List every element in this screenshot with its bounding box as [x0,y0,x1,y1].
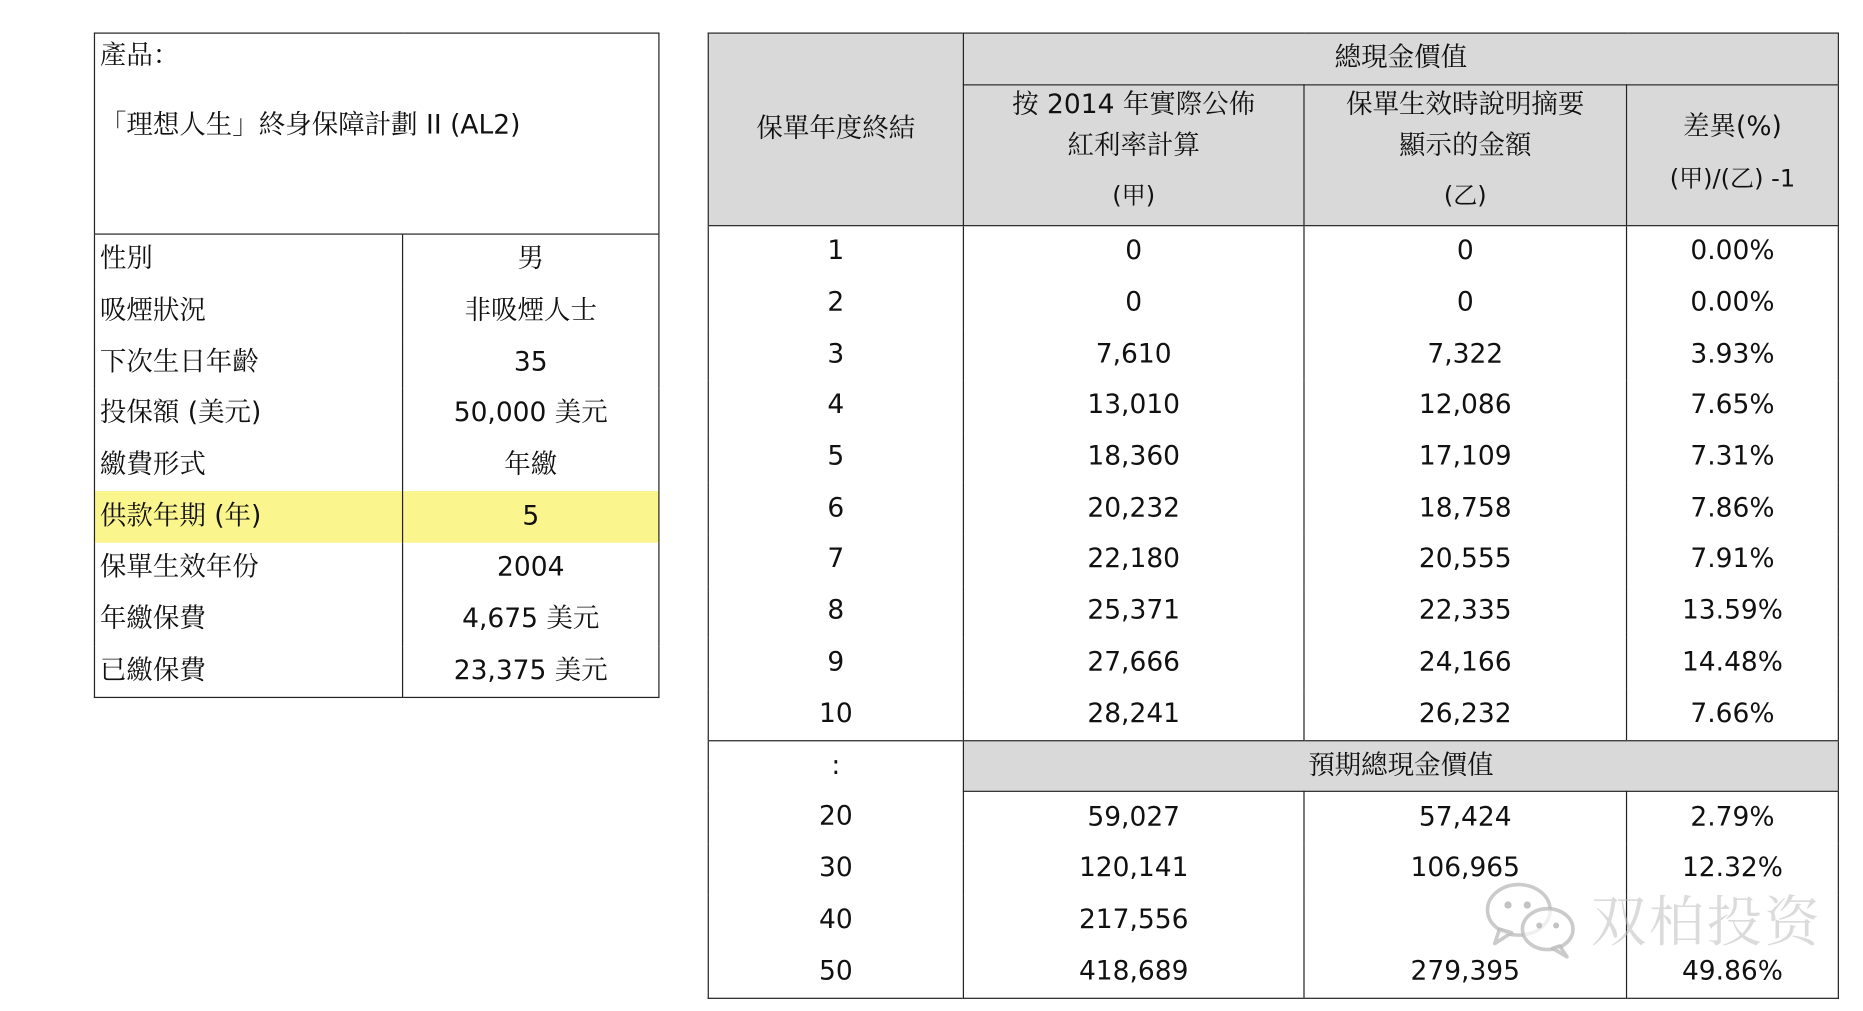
actual-cell: 418,689 [963,946,1304,998]
year-cell: 6 [827,493,845,524]
illustrated-cell: 12,086 [1304,380,1627,431]
year-cell: 30 [818,853,853,884]
difference-header [1627,85,1839,226]
info-row-payment-mode [94,440,658,491]
illustrated-cell: 18,758 [1304,483,1627,534]
difference-cell: 7.65% [1627,380,1839,431]
info-value: 5 [403,492,659,543]
info-key: 繳費形式 [94,440,402,491]
illustrated-header-line2: 顯示的金額 [1399,131,1532,162]
difference-cell: 7.31% [1627,432,1839,483]
table-row [708,895,1838,946]
actual-header-line2: 紅利率計算 [1067,131,1200,162]
row-separator: : [831,750,841,781]
table-row [708,380,1838,431]
table-row [708,637,1838,688]
table-row [708,792,1838,844]
year-cell: 50 [818,956,853,987]
projected-cash-value-header: 預期總現金價值 [963,741,1838,792]
year-cell: 10 [708,689,963,741]
difference-cell [1627,895,1839,946]
actual-dividend-header [963,85,1304,226]
info-key: 供款年期 (年) [94,492,402,543]
actual-cell: 7,610 [963,329,1304,380]
actual-cell: 217,556 [963,895,1304,946]
watermark-text: 双柏投资 [1591,889,1823,955]
projected-header-row [708,741,1838,792]
info-key: 已繳保費 [94,646,402,698]
info-value: 50,000 美元 [453,398,608,429]
total-cash-value-header: 總現金價值 [963,33,1838,85]
illustrated-header-tag: (乙) [1443,180,1487,210]
illustrated-cell: 0 [1304,226,1627,278]
table-row [708,329,1838,380]
info-value: 4,675 美元 [462,604,600,635]
illustrated-cell: 22,335 [1304,586,1627,637]
cash-value-table [708,32,1839,999]
info-row-premium-paid [94,646,658,698]
difference-cell: 3.93% [1627,329,1839,380]
info-key: 年繳保費 [94,594,402,645]
info-row-effective-year [94,543,658,594]
difference-cell: 0.00% [1627,278,1839,329]
info-value: 非吸煙人士 [464,296,597,327]
difference-header-formula: (甲)/(乙) -1 [1669,163,1796,193]
year-cell: 9 [827,647,845,678]
info-value: 男 [517,244,544,275]
info-value: 23,375 美元 [453,655,608,686]
info-key: 投保額 (美元) [94,389,402,440]
actual-cell: 20,232 [963,483,1304,534]
illustrated-cell: 0 [1304,278,1627,329]
actual-cell: 0 [963,278,1304,329]
product-cell [94,33,658,234]
info-key: 下次生日年齡 [94,337,402,388]
illustrated-header [1304,85,1627,226]
info-row-gender [94,234,658,286]
table-row [708,432,1838,483]
actual-cell: 59,027 [963,792,1304,844]
actual-header-line1: 按 2014 年實際公佈 [1012,90,1256,121]
illustrated-cell [1304,895,1627,946]
year-cell: 3 [827,339,845,370]
info-key: 吸煙狀況 [94,286,402,337]
info-row-annual-premium [94,594,658,645]
table-row [708,535,1838,586]
year-cell: 1 [827,236,845,267]
policy-info-table [94,32,660,698]
year-header-text: 保單年度終結 [756,113,916,144]
info-row-smoking [94,286,658,337]
illustrated-cell: 17,109 [1304,432,1627,483]
year-cell: 7 [827,544,845,575]
actual-cell: 120,141 [963,844,1304,895]
table-row [708,946,1838,998]
info-row-age [94,337,658,388]
info-key: 性別 [94,234,402,286]
table-row [708,689,1838,741]
product-label: 產品： [99,40,180,72]
illustrated-cell: 24,166 [1304,637,1627,688]
year-cell: 20 [818,802,853,833]
difference-cell: 12.32% [1627,844,1839,895]
actual-cell: 25,371 [963,586,1304,637]
info-row-sum-insured [94,389,658,440]
info-key: 保單生效年份 [94,543,402,594]
table-row [708,844,1838,895]
info-value: 35 [513,347,548,378]
illustrated-cell: 106,965 [1304,844,1627,895]
info-row-payment-term [94,492,658,543]
difference-cell: 7.91% [1627,535,1839,586]
info-value: 2004 [497,552,565,584]
illustrated-cell: 7,322 [1304,329,1627,380]
table-row [708,278,1838,329]
difference-cell: 7.86% [1627,483,1839,534]
illustrated-header-line1: 保單生效時說明摘要 [1346,90,1585,121]
illustrated-cell: 26,232 [1304,689,1627,741]
table-row [708,586,1838,637]
difference-cell: 0.00% [1627,226,1839,278]
difference-header-title: 差異(%) [1683,111,1782,143]
actual-cell: 13,010 [963,380,1304,431]
actual-cell: 18,360 [963,432,1304,483]
year-cell: 2 [827,287,845,318]
year-cell: 4 [827,390,845,421]
year-cell: 5 [827,441,845,472]
difference-cell: 14.48% [1627,637,1839,688]
difference-cell: 2.79% [1627,792,1839,844]
difference-cell: 49.86% [1627,946,1839,998]
table-row [708,483,1838,534]
illustrated-cell: 279,395 [1304,946,1627,998]
actual-cell: 28,241 [963,689,1304,741]
table-row [708,226,1838,278]
actual-header-tag: (甲) [1112,180,1156,210]
difference-cell: 13.59% [1627,586,1839,637]
illustrated-cell: 57,424 [1304,792,1627,844]
year-header [708,33,963,226]
year-cell: 40 [818,905,853,936]
difference-cell: 7.66% [1627,689,1839,741]
actual-cell: 27,666 [963,637,1304,688]
year-cell: 8 [827,595,845,627]
illustrated-cell: 20,555 [1304,535,1627,586]
info-value: 年繳 [504,450,558,481]
actual-cell: 22,180 [963,535,1304,586]
actual-cell: 0 [963,226,1304,278]
product-name: 「理想人生」終身保障計劃 II (AL2) [99,110,521,141]
